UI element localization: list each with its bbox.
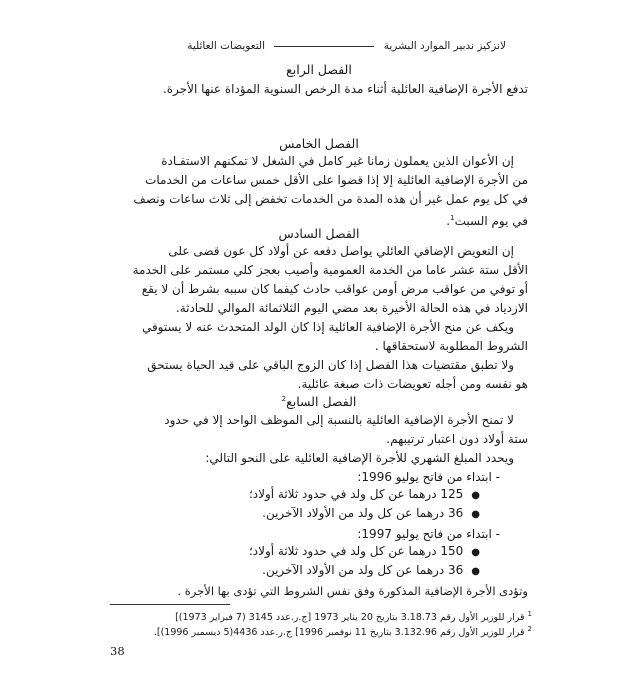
chapter6-line-8: هو نفسه ومن أجله تعويضات ذات صبغة عائلية. xyxy=(297,377,528,391)
footnote-ref-1: 1 xyxy=(450,214,455,222)
period2-heading: - ابتداء من فاتح يوليو 1997: xyxy=(357,527,500,541)
period2-item-1: ●150 درهما عن كل ولد في حدود ثلاثة أولاد؛ xyxy=(248,544,480,558)
chapter7-line-2: ستة أولاد دون اعتبار ترتيبهم. xyxy=(386,432,528,446)
chapter5-line-1: إن الأعوان الذين يعملون زمانا غير كامل في الشغل لا تمكنهم الاستفـادة xyxy=(161,154,514,168)
period2-item-2: ●36 درهما عن كل ولد من الأولاد الآخرين. xyxy=(262,563,480,577)
chapter7-title: الفصل السابع$^2$ xyxy=(281,394,357,409)
bullet-icon: ● xyxy=(471,566,480,577)
page-number: 38 xyxy=(110,644,125,658)
bullet-icon: ● xyxy=(471,490,480,501)
bullet-icon: ● xyxy=(471,547,480,558)
footnote-2: $^2$ قرار للوزير الأول رقم 3.132.96 بتاريخ 11 نوفمبر 1996] ج.ر.عدد 4436(5 ديسمبر 1996)]. xyxy=(153,625,532,639)
period1-item-2: ●36 درهما عن كل ولد من الأولاد الآخرين. xyxy=(262,506,480,520)
chapter4-title: الفصل الرابع xyxy=(286,62,352,77)
running-header xyxy=(187,40,506,52)
chapter6-line-6: الشروط المطلوبة لاستحقاقها . xyxy=(374,339,528,353)
header-right-title: التعويضات العائلية xyxy=(187,40,266,52)
chapter7-closing: وتؤدى الأجرة الإضافية المذكورة وفق نفس الشروط التي تؤدى بها الأجرة . xyxy=(177,584,528,598)
footnote-ref-2: 2 xyxy=(281,394,287,403)
chapter6-line-1: إن التعويض الإضافي العائلي يواصل دفعه عن أولاد كل عون قضى على xyxy=(168,244,514,258)
chapter7-line-3: ويحدد المبلغ الشهري للأجرة الإضافية العائلية على النحو التالي: xyxy=(205,451,514,465)
chapter5-title: الفصل الخامس xyxy=(279,136,359,151)
bullet-icon: ● xyxy=(471,509,480,520)
chapter5-line-2: من الأجرة الإضافية العائلية إلا إذا قضوا على الأقل خمس ساعات من الخدمات xyxy=(145,173,528,187)
chapter6-line-4: الازدياد في هذه الحالة الأخيرة بعد مضي اليوم الثلاثمائة الموالي للحادثة. xyxy=(175,301,528,315)
header-rule xyxy=(274,46,374,47)
chapter4-line-1: تدفع الأجرة الإضافية العائلية أثناء مدة الرخص السنوية المؤداة عنها الأجرة. xyxy=(162,82,528,96)
period1-item-1: ●125 درهما عن كل ولد في حدود ثلاثة أولاد؛ xyxy=(248,487,480,501)
chapter6-title: الفصل السادس xyxy=(278,226,360,241)
chapter6-line-3: أو توفي من عواقب مرض أومن عواقب حادث كيفما كان سببه بشرط أن لا يقع xyxy=(141,282,528,296)
chapter5-line-3: في كل يوم عمل غير أن هذه المدة من الخدمات تخفض إلى ثلاث ساعات ونصف xyxy=(133,192,528,206)
chapter7-line-1: لا تمنح الأجرة الإضافية العائلية بالنسبة إلى الموظف الواحد إلا في حدود xyxy=(164,413,514,427)
footnote-separator xyxy=(110,604,230,605)
footnote-1: $^1$ قرار للوزير الأول رقم 3.18.73 بتاريخ 20 يناير 1973 [ج.ر.عدد 3145 (7 فبراير 1973)] xyxy=(175,610,532,624)
chapter5-line-4: في يوم السبت$^1$. xyxy=(446,214,528,228)
chapter6-line-7: ولا تطبق مقتضيات هذا الفصل إذا كان الزوج الباقي على قيد الحياة يستحق xyxy=(147,358,514,372)
period1-heading: - ابتداء من فاتح يوليو 1996: xyxy=(357,470,500,484)
chapter6-line-5: ويكف عن منح الأجرة الإضافية العائلية إذا كان الولد المتحدث عنه لا يستوفي xyxy=(141,320,514,334)
chapter6-line-2: الأقل ستة عشر عاما من الخدمة العمومية وأصيب بعجز كلي مستمر على الخدمة xyxy=(132,263,528,277)
header-left-title: لانزكيز ندبير الموارد البشرية xyxy=(383,40,506,52)
